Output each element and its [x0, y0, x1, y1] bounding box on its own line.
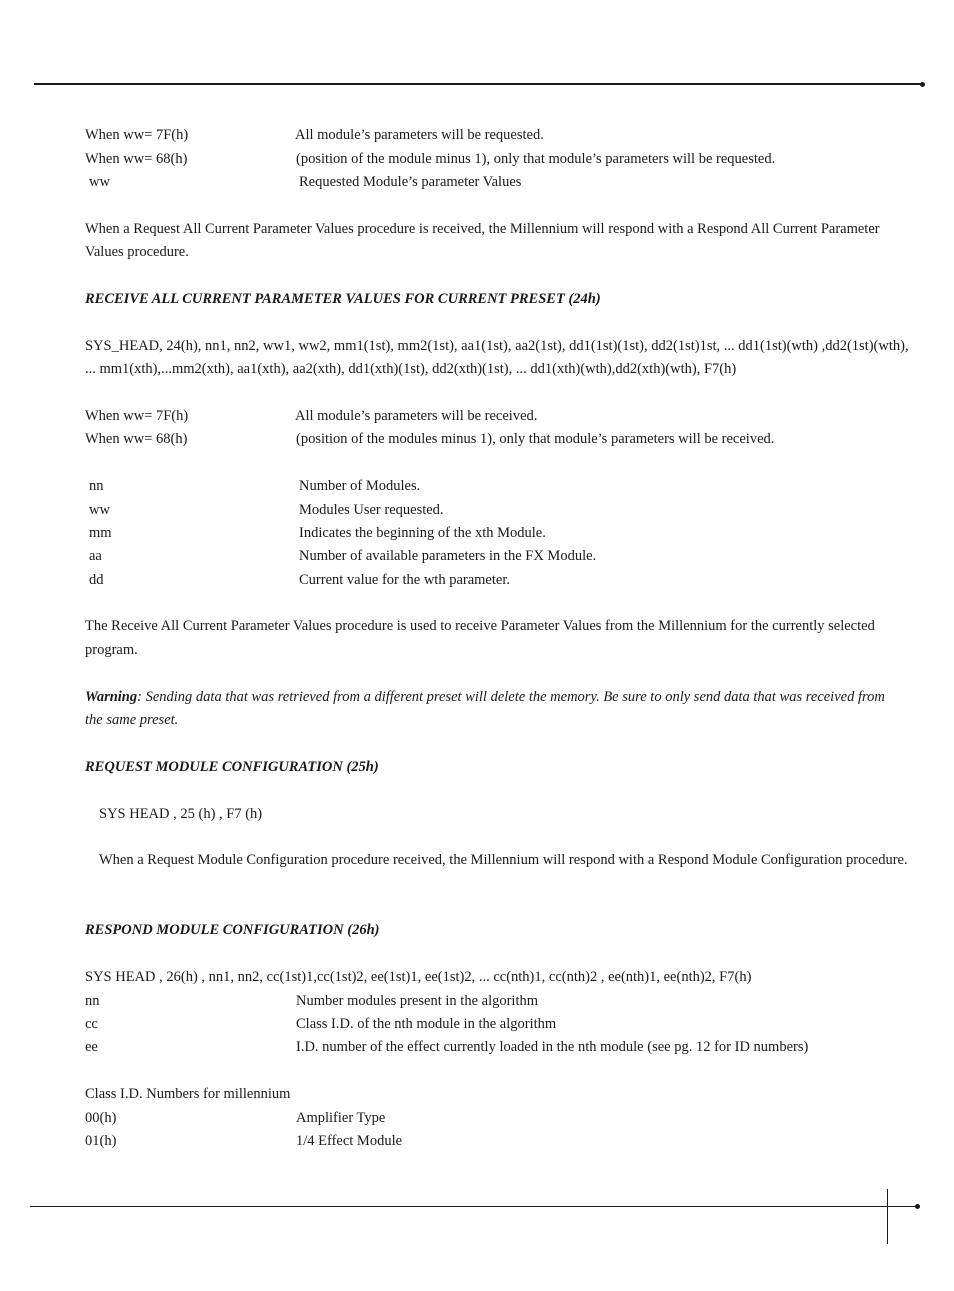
term: When ww= 7F(h)	[85, 408, 189, 424]
syntax-line: SYS HEAD , 25 (h) , F7 (h)	[99, 806, 263, 822]
bottom-rule	[30, 1206, 918, 1207]
term: nn	[85, 993, 100, 1009]
section-heading: REQUEST MODULE CONFIGURATION (25h)	[85, 759, 379, 775]
description: Number of Modules.	[299, 478, 421, 494]
term: When ww= 68(h)	[85, 431, 188, 447]
term: ee	[85, 1039, 98, 1055]
description: Requested Module’s parameter Values	[299, 174, 522, 190]
syntax-line: ... mm1(xth),...mm2(xth), aa1(xth), aa2(xth), dd1(xth)(1st), dd2(xth)(1st), ... dd1(xth)(wth),dd2(xth)(wth), F7(h)	[85, 361, 737, 377]
description: All module’s parameters will be requested.	[295, 127, 544, 143]
term: ww	[89, 174, 110, 190]
crop-mark	[887, 1189, 888, 1244]
top-rule-dot	[920, 82, 925, 87]
paragraph-line: program.	[85, 642, 138, 658]
bottom-rule-dot	[915, 1204, 920, 1209]
warning-line: the same preset.	[85, 712, 179, 728]
description: Modules User requested.	[299, 502, 444, 518]
term: 01(h)	[85, 1133, 117, 1149]
section-heading: RECEIVE ALL CURRENT PARAMETER VALUES FOR CURRENT PRESET (24h)	[85, 291, 601, 307]
description: 1/4 Effect Module	[296, 1133, 403, 1149]
term: dd	[89, 572, 104, 588]
top-rule	[34, 83, 922, 85]
syntax-line: SYS_HEAD, 24(h), nn1, nn2, ww1, ww2, mm1(1st), mm2(1st), aa1(1st), aa2(1st), dd1(1st)(1st), dd2(1st)1st, ... dd1(1st)(wth) ,dd2(1st)(wth),	[85, 338, 909, 354]
term: ww	[89, 502, 110, 518]
description: (position of the module minus 1), only that module’s parameters will be requested.	[296, 151, 776, 167]
description: Amplifier Type	[296, 1110, 386, 1126]
term: 00(h)	[85, 1110, 117, 1126]
term: When ww= 7F(h)	[85, 127, 189, 143]
warning-label: Warning	[85, 689, 138, 705]
paragraph-line: When a Request All Current Parameter Values procedure is received, the Millennium will respond with a Respond All Current Parameter	[85, 221, 880, 237]
paragraph-line: The Receive All Current Parameter Values procedure is used to receive Parameter Values from the Millennium for the currently selected	[85, 618, 875, 634]
term: nn	[89, 478, 104, 494]
term: When ww= 68(h)	[85, 151, 188, 167]
paragraph-line: When a Request Module Configuration procedure received, the Millennium will respond with a Respond Module Configuration procedure.	[99, 852, 908, 868]
description: Class I.D. of the nth module in the algorithm	[296, 1016, 557, 1032]
description: Number modules present in the algorithm	[296, 993, 539, 1009]
description: All module’s parameters will be received.	[295, 408, 538, 424]
class-heading: Class I.D. Numbers for millennium	[85, 1086, 291, 1102]
description: Number of available parameters in the FX Module.	[299, 548, 597, 564]
warning-line	[85, 688, 885, 706]
syntax-line: SYS HEAD , 26(h) , nn1, nn2, cc(1st)1,cc(1st)2, ee(1st)1, ee(1st)2, ... cc(nth)1, cc(nth)2 , ee(nth)1, ee(nth)2, F7(h)	[85, 969, 752, 985]
term: cc	[85, 1016, 98, 1032]
description: I.D. number of the effect currently loaded in the nth module (see pg. 12 for ID numbers)	[296, 1039, 809, 1055]
term: mm	[89, 525, 112, 541]
warning-text: : Sending data that was retrieved from a different preset will delete the memory. Be sure to only send data that was received from	[137, 689, 885, 705]
description: Indicates the beginning of the xth Module.	[299, 525, 546, 541]
term: aa	[89, 548, 102, 564]
section-heading: RESPOND MODULE CONFIGURATION (26h)	[85, 922, 380, 938]
description: (position of the modules minus 1), only that module’s parameters will be received.	[296, 431, 775, 447]
description: Current value for the wth parameter.	[299, 572, 510, 588]
paragraph-line: Values procedure.	[85, 244, 189, 260]
